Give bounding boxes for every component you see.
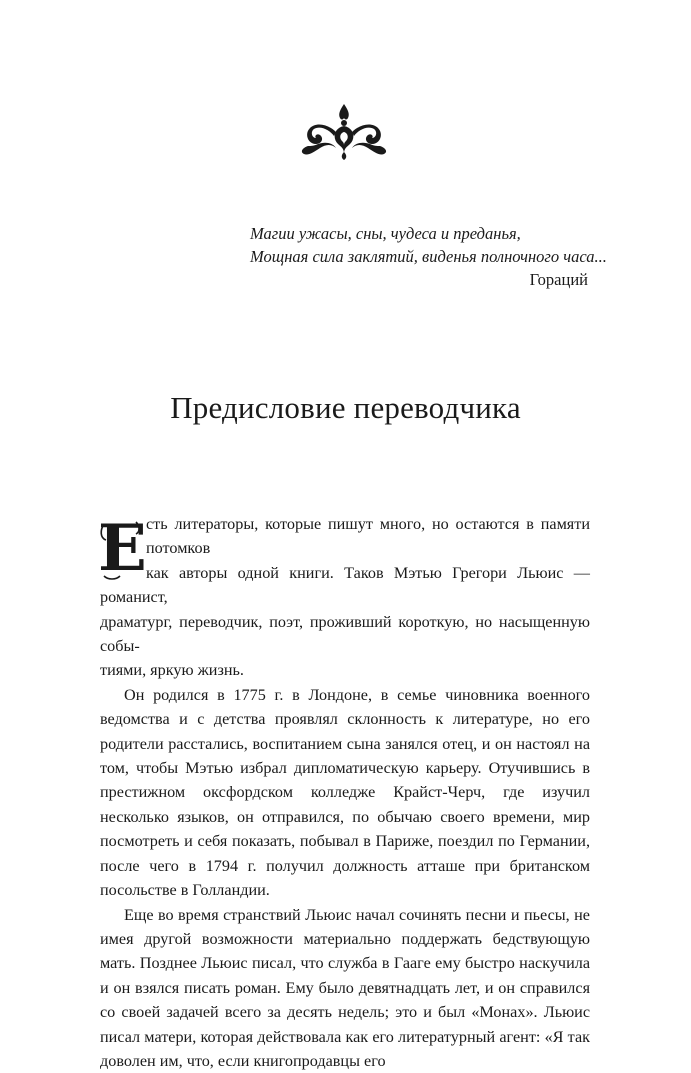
drop-cap-letter: Е — [98, 514, 142, 584]
fleuron-ornament-icon — [298, 102, 390, 160]
text-line: тиями, яркую жизнь. — [100, 658, 590, 682]
paragraph-1 — [100, 512, 590, 683]
epigraph-author: Гораций — [250, 268, 590, 291]
body-text — [100, 512, 590, 1073]
epigraph — [250, 222, 590, 291]
epigraph-line: Мощная сила заклятий, виденья полночного часа... — [250, 245, 590, 268]
paragraph-2 — [100, 683, 590, 903]
text-line: другой возможности материально поддержать бедствующую мать. Позднее — [100, 930, 590, 972]
text-line: посольстве в Голландии. — [100, 881, 270, 899]
text-line: и с детства проявлял склонность к литературе, но его родители расстались, — [100, 710, 590, 752]
text-line: сть литераторы, которые пишут много, но остаются в памяти потомков — [100, 512, 590, 561]
chapter-title: Предисловие переводчика — [0, 390, 691, 426]
text-line: воспитанием сына занялся отец, и он настоял на том, чтобы Мэтью избрал — [100, 735, 590, 777]
epigraph-line: Магии ужасы, сны, чудеса и преданья, — [250, 222, 590, 245]
text-line: как его литературный агент: «Я так доволен им, что, если книгопродавцы его — [100, 1028, 590, 1070]
text-line: драматург, переводчик, поэт, проживший короткую, но насыщенную собы- — [100, 610, 590, 659]
drop-cap — [98, 514, 142, 584]
text-line: Еще во время странствий Льюис начал сочинять песни и пьесы, не имея — [100, 906, 590, 948]
text-line: как авторы одной книги. Таков Мэтью Грегори Льюис — романист, — [100, 561, 590, 610]
text-line: дипломатическую карьеру. Отучившись в престижном оксфордском колледже — [100, 759, 590, 801]
text-line: Льюис писал, что служба в Гааге ему быстро наскучила и он взялся писать — [100, 954, 590, 996]
text-line: Он родился в 1775 г. в Лондоне, в семье чиновника военного ведомства — [100, 686, 590, 728]
text-line: Германии, после чего в 1794 г. получил должность атташе при британском — [100, 832, 590, 874]
text-line: десять недель; это и был «Монах». Льюис писал матери, которая действовала — [100, 1003, 590, 1045]
text-line: времени, мир посмотреть и себя показать, побывал в Париже, поездил по — [100, 808, 590, 850]
text-line: роман. Ему было девятнадцать лет, и он справился со своей задачей всего за — [100, 979, 590, 1021]
paragraph-3 — [100, 903, 590, 1073]
text-line: Крайст-Черч, где изучил несколько языков, он отправился, по обычаю своего — [100, 783, 590, 825]
